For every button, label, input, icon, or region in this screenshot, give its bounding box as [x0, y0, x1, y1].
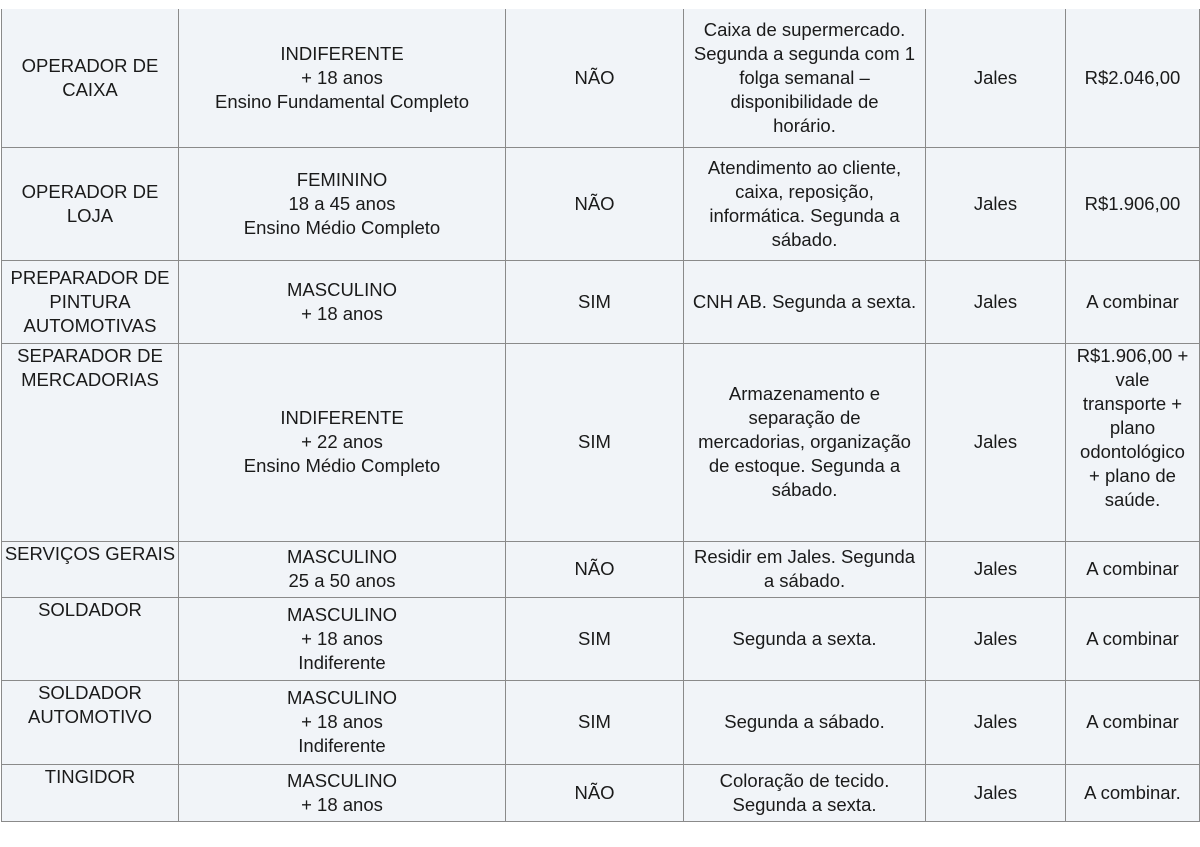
description-line: sábado.	[771, 479, 838, 500]
role-cell	[2, 541, 179, 597]
experience-value: NÃO	[574, 192, 615, 214]
salary-line: plano	[1109, 416, 1156, 438]
salary-line: A combinar.	[1084, 781, 1181, 803]
salary-cell	[1066, 147, 1200, 260]
role-line: SOLDADOR	[38, 681, 142, 703]
profile-line: MASCULINO	[287, 546, 397, 567]
description-cell	[684, 9, 926, 147]
salary-line: A combinar	[1086, 627, 1179, 649]
salary-cell	[1066, 343, 1200, 541]
salary-line: R$1.906,00 +	[1076, 344, 1189, 366]
role-line: SEPARADOR DE	[17, 344, 163, 366]
role-line: OPERADOR DE	[21, 54, 159, 76]
profile-cell	[179, 147, 506, 260]
description-line: Caixa de supermercado.	[703, 18, 906, 40]
description-cell	[684, 541, 926, 597]
profile-line: Indiferente	[298, 735, 386, 756]
salary-line: R$2.046,00	[1084, 66, 1181, 88]
salary-cell	[1066, 541, 1200, 597]
salary-cell	[1066, 680, 1200, 764]
city-value: Jales	[973, 781, 1018, 803]
description-line: informática. Segunda a	[709, 204, 900, 226]
description-line: Coloração de tecido.	[719, 769, 890, 791]
role-line: TINGIDOR	[44, 765, 136, 787]
role-cell	[2, 680, 179, 764]
profile-line: 18 a 45 anos	[288, 192, 396, 214]
description-line: caixa, reposição,	[735, 180, 874, 202]
role-line: AUTOMOTIVO	[27, 705, 153, 727]
description-line: de estoque. Segunda a	[708, 455, 901, 476]
table-row	[2, 147, 1200, 260]
city-cell	[926, 343, 1066, 541]
description-cell	[684, 764, 926, 821]
experience-cell	[506, 541, 684, 597]
description-line: Segunda a sábado.	[724, 711, 885, 732]
role-cell	[2, 147, 179, 260]
salary-cell	[1066, 597, 1200, 680]
salary-line: vale	[1115, 368, 1150, 390]
profile-line: Indiferente	[298, 651, 386, 673]
profile-line: + 18 anos	[301, 793, 383, 815]
salary-cell	[1066, 764, 1200, 821]
city-value: Jales	[973, 431, 1018, 452]
profile-line: Ensino Fundamental Completo	[214, 90, 469, 112]
profile-line: Ensino Médio Completo	[243, 216, 441, 238]
table-row	[2, 541, 1200, 597]
table-row	[2, 764, 1200, 821]
profile-cell	[179, 9, 506, 147]
profile-line: INDIFERENTE	[280, 407, 404, 428]
description-line: horário.	[773, 114, 836, 136]
description-cell	[684, 343, 926, 541]
description-line: Armazenamento e	[728, 383, 881, 404]
table-row	[2, 680, 1200, 764]
experience-cell	[506, 764, 684, 821]
role-line: PREPARADOR DE	[10, 266, 170, 288]
experience-value: SIM	[578, 290, 611, 312]
salary-line: A combinar	[1086, 558, 1179, 579]
city-value: Jales	[973, 558, 1018, 579]
experience-value: NÃO	[574, 781, 615, 803]
description-line: Segunda a segunda com 1	[693, 42, 916, 64]
role-line: OPERADOR DE	[21, 180, 159, 202]
city-cell	[926, 147, 1066, 260]
city-value: Jales	[973, 711, 1018, 732]
profile-line: MASCULINO	[287, 687, 397, 708]
role-line: SERVIÇOS GERAIS	[4, 542, 176, 564]
description-line: Residir em Jales. Segunda	[693, 546, 916, 567]
city-value: Jales	[973, 66, 1018, 88]
profile-line: + 22 anos	[301, 431, 383, 452]
experience-cell	[506, 260, 684, 343]
experience-cell	[506, 680, 684, 764]
city-value: Jales	[973, 627, 1018, 649]
table-row	[2, 343, 1200, 541]
description-line: mercadorias, organização	[698, 431, 911, 452]
profile-cell	[179, 260, 506, 343]
profile-line: MASCULINO	[287, 278, 397, 300]
role-line: CAIXA	[62, 78, 118, 100]
table-row	[2, 597, 1200, 680]
profile-cell	[179, 597, 506, 680]
description-line: Segunda a sexta.	[732, 627, 877, 649]
experience-value: NÃO	[574, 558, 615, 579]
description-line: Atendimento ao cliente,	[707, 156, 902, 178]
salary-cell	[1066, 260, 1200, 343]
description-cell	[684, 260, 926, 343]
description-cell	[684, 597, 926, 680]
role-line: AUTOMOTIVAS	[23, 314, 157, 336]
profile-line: FEMININO	[296, 168, 388, 190]
profile-cell	[179, 764, 506, 821]
profile-line: + 18 anos	[301, 66, 383, 88]
table-row	[2, 9, 1200, 147]
description-line: CNH AB. Segunda a sexta.	[692, 290, 917, 312]
salary-line: + plano de	[1089, 464, 1176, 486]
city-value: Jales	[973, 192, 1018, 214]
description-line: separação de	[748, 407, 861, 428]
role-cell	[2, 260, 179, 343]
description-line: sábado.	[771, 228, 838, 250]
job-listings-table	[1, 9, 1200, 822]
experience-cell	[506, 343, 684, 541]
profile-line: Ensino Médio Completo	[243, 455, 441, 476]
profile-cell	[179, 680, 506, 764]
description-line: disponibilidade de	[730, 90, 879, 112]
table-row	[2, 260, 1200, 343]
salary-line: A combinar	[1086, 711, 1179, 732]
salary-line: saúde.	[1104, 488, 1161, 510]
city-value: Jales	[973, 290, 1018, 312]
profile-line: + 18 anos	[301, 302, 383, 324]
city-cell	[926, 541, 1066, 597]
description-line: Segunda a sexta.	[732, 793, 877, 815]
profile-line: INDIFERENTE	[280, 42, 404, 64]
profile-line: MASCULINO	[287, 603, 397, 625]
salary-line: R$1.906,00	[1084, 192, 1181, 214]
description-cell	[684, 680, 926, 764]
role-line: LOJA	[66, 204, 114, 226]
salary-line: odontológico	[1080, 440, 1185, 462]
role-line: MERCADORIAS	[21, 368, 159, 390]
profile-line: MASCULINO	[287, 769, 397, 791]
description-line: a sábado.	[763, 570, 846, 591]
role-cell	[2, 764, 179, 821]
salary-line: A combinar	[1086, 290, 1179, 312]
profile-line: 25 a 50 anos	[288, 570, 396, 591]
city-cell	[926, 9, 1066, 147]
experience-value: SIM	[578, 627, 611, 649]
profile-line: + 18 anos	[301, 711, 383, 732]
experience-cell	[506, 147, 684, 260]
description-cell	[684, 147, 926, 260]
profile-line: + 18 anos	[301, 627, 383, 649]
city-cell	[926, 680, 1066, 764]
description-line: folga semanal –	[739, 66, 870, 88]
role-cell	[2, 343, 179, 541]
salary-cell	[1066, 9, 1200, 147]
role-line: PINTURA	[49, 290, 131, 312]
city-cell	[926, 764, 1066, 821]
experience-value: SIM	[578, 431, 611, 452]
role-cell	[2, 597, 179, 680]
city-cell	[926, 597, 1066, 680]
profile-cell	[179, 541, 506, 597]
role-cell	[2, 9, 179, 147]
city-cell	[926, 260, 1066, 343]
profile-cell	[179, 343, 506, 541]
experience-cell	[506, 9, 684, 147]
experience-value: SIM	[578, 711, 611, 732]
experience-cell	[506, 597, 684, 680]
experience-value: NÃO	[574, 66, 615, 88]
salary-line: transporte +	[1082, 392, 1183, 414]
role-line: SOLDADOR	[38, 598, 142, 620]
